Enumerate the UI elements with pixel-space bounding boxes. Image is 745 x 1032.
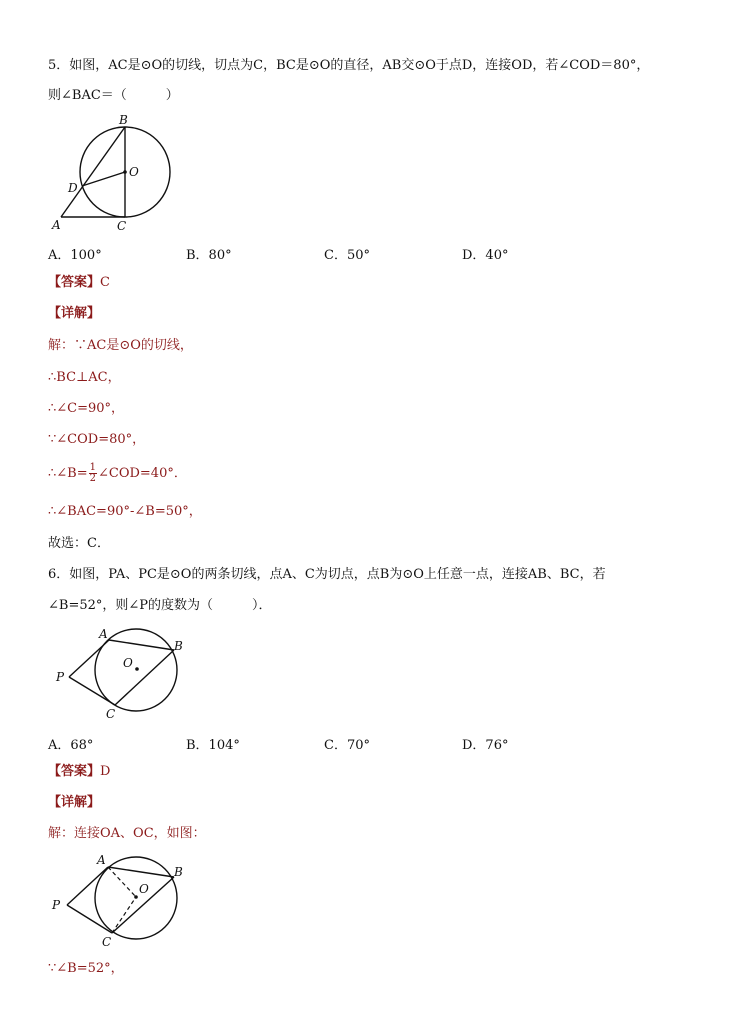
q6-sol-line1: 解：连接OA、OC，如图： [48,826,206,841]
q6-option-b: B．104° [186,738,240,753]
q6-sol-label-c: C [102,935,112,949]
q5-sol-line2: ∴BC⊥AC， [48,370,121,385]
q5-label-d: D [68,181,78,195]
q6-answer-tag: 【答案】 [48,764,101,779]
q6-sol-label-b: B [174,865,183,879]
q6-stem-line1: 6．如图，PA、PC是⊙O的两条切线，点A、C为切点，点B为⊙O上任意一点，连接AB、BC，若 [48,567,606,582]
q5-detail-tag-text: 【详解】 [48,306,101,321]
q5-sol-line3: ∴∠C=90°， [48,401,125,416]
q5-option-b: B．80° [186,248,232,263]
q5-fraction-num: 1 [89,462,96,473]
q6-sol-label-p: P [52,898,61,912]
q5-label-o: O [129,165,139,179]
q6-chord-ab [109,640,174,650]
q5-option-a: A．100° [48,248,102,263]
q5-option-d: D．40° [462,248,509,263]
q6-label-a: A [99,627,108,641]
q5-stem-line2: 则∠BAC＝（ ） [48,88,179,103]
q6-detail-tag-text: 【详解】 [48,795,101,810]
q6-sol-radius-oa [108,867,136,897]
q5-sol-line6: ∴∠BAC=90°-∠B=50°， [48,504,202,519]
q6-answer-value: D [100,764,111,779]
q5-sol-line4: ∵∠COD=80°， [48,432,146,447]
q5-center-dot [123,170,127,174]
q6-option-d: D．76° [462,738,509,753]
q6-center-dot [135,667,139,671]
q6-label-c: C [106,707,116,721]
q5-sol-line5-post: ∠COD=40°． [97,466,187,481]
q6-stem-line2: ∠B=52°，则∠P的度数为（ ）． [48,598,272,613]
q5-sol-line1: 解：∵AC是⊙O的切线， [48,338,193,353]
q6-detail-tag [48,795,100,811]
q6-sol-center-dot [134,895,138,899]
q5-stem-line1: 5．如图，AC是⊙O的切线，切点为C，BC是⊙O的直径，AB交⊙O于点D，连接OD，若∠COD＝80°， [48,58,650,73]
q6-tangent-pa [69,640,109,677]
q5-sol-line7: 故选：C． [48,536,110,551]
q5-fraction-den: 2 [89,473,96,484]
q6-option-a: A．68° [48,738,94,753]
q6-sol-label-o: O [139,882,149,896]
q6-sol-tangent-pa [67,867,108,905]
q5-fraction [89,463,97,484]
q6-tangent-pc [69,677,115,705]
q5-label-c: C [117,219,127,233]
q6-answer [48,764,110,780]
q5-answer-tag: 【答案】 [48,275,101,290]
q6-label-o: O [123,656,133,670]
q5-sol-line5 [48,463,187,484]
q5-sol-line5-pre: ∴∠B= [48,466,88,481]
q6-label-b: B [174,639,183,653]
q5-detail-tag [48,306,100,322]
q5-option-c: C．50° [324,248,370,263]
q6-sol-line2: ∵∠B=52°， [48,961,124,976]
q6-sol-label-a: A [97,853,106,867]
q5-answer [48,275,110,291]
q6-option-c: C．70° [324,738,370,753]
q5-label-a: A [52,218,61,232]
q6-sol-tangent-pc [67,905,112,933]
q5-label-b: B [119,113,128,127]
q6-label-p: P [56,670,65,684]
q5-answer-value: C [100,275,110,290]
